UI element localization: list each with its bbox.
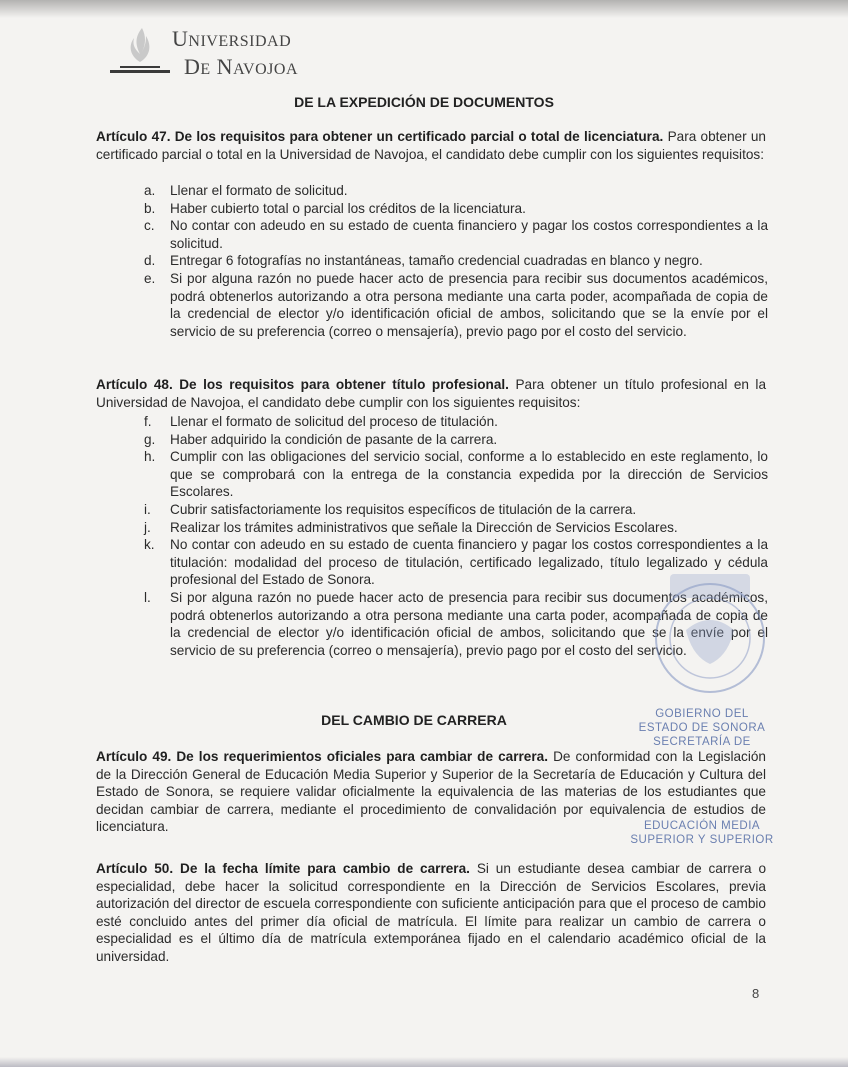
article-48-heading: Artículo 48. De los requisitos para obtener título profesional. <box>96 377 509 392</box>
article-50-heading: Artículo 50. De la fecha límite para cambio de carrera. <box>96 861 470 876</box>
page-number: 8 <box>752 986 760 1001</box>
list-item: b. Haber cubierto total o parcial los créditos de la licenciatura. <box>144 200 526 216</box>
list-item: a. Llenar el formato de solicitud. <box>144 183 348 198</box>
scan-shadow-top <box>0 0 848 18</box>
list-item: c. No contar con adeudo en su estado de cuenta financiero y pagar los costos correspondientes a la solicitud. <box>144 218 768 251</box>
list-item: h. Cumplir con las obligaciones del servicio social, conforme a lo establecido en este reglamento, lo que se comprobará con la entrega de la constancia expedida por la dirección de Servicios Escolares. <box>144 449 768 500</box>
article-47-intro <box>96 128 766 163</box>
list-item: i. Cubrir satisfactoriamente los requisitos específicos de titulación de la carrera. <box>144 501 637 517</box>
university-logo <box>96 18 316 78</box>
section-title-cambio-carrera: DEL CAMBIO DE CARRERA <box>321 712 507 728</box>
stamp-line-3: SECRETARÍA DE <box>653 736 751 748</box>
section-title-expedicion: DE LA EXPEDICIÓN DE DOCUMENTOS <box>294 94 554 110</box>
article-47-requirements-list <box>144 182 768 340</box>
article-48-requirements-list <box>144 413 768 659</box>
list-item: g. Haber adquirido la condición de pasante de la carrera. <box>144 431 498 447</box>
list-item: j. Realizar los trámites administrativos que señale la Dirección de Servicios Escolares. <box>144 519 678 535</box>
article-47-text: Para obtener un certificado parcial o total en la Universidad de Navojoa, el candidato debe cumplir con los siguientes requisitos: <box>96 129 766 162</box>
stamp-line-4: EDUCACIÓN MEDIA <box>643 820 761 832</box>
list-item: l. Si por alguna razón no puede hacer acto de presencia para recibir sus documentos académicos, podrá obtenerlos autorizando a otra persona mediante una carta poder, acompañada de copia de la credencial de elector y/o identificación oficial de ambos, solicitando que se la envíe por el servicio de su preferencia (correo o mensajería), previo pago por el costo del servicio. <box>144 589 768 658</box>
article-49-text: De conformidad con la Legislación de la Dirección General de Educación Media Superior y Superior de la Secretaría de Educación y Cultura del Estado de Sonora, se requiere validar oficialmente la equivalencia de las materias de los estudiantes que decidan cambiar de carrera, mediante el procedimiento de convalidación por equivalencia de estudios de licenciatura. <box>96 749 766 835</box>
scan-shadow-bottom <box>0 1057 848 1067</box>
logo-text-de-navojoa: DE NAVOJOA <box>184 54 298 79</box>
list-item: d. Entregar 6 fotografías no instantáneas, tamaño credencial cuadradas en blanco y negro. <box>144 253 703 269</box>
list-item: e. Si por alguna razón no puede hacer acto de presencia para recibir sus documentos académicos, podrá obtenerlos autorizando a otra persona mediante una carta poder, acompañada de copia de la credencial de elector y/o identificación oficial de ambos, solicitando que se la envíe por el servicio de su preferencia (correo o mensajería), previo pago por el costo del servicio. <box>144 270 768 339</box>
article-47-heading: Artículo 47. De los requisitos para obtener un certificado parcial o total de licenciatura. <box>96 129 664 144</box>
list-item: f. Llenar el formato de solicitud del proceso de titulación. <box>144 414 498 429</box>
logo-text-universidad: UNIVERSIDAD <box>172 26 292 51</box>
list-item: k. No contar con adeudo en su estado de cuenta financiero y pagar los costos correspondientes a la titulación: modalidad del proceso de titulación, certificado legalizado, título legalizado y cédula profesional del Estado de Sonora. <box>144 537 768 588</box>
article-49-heading: Artículo 49. De los requerimientos oficiales para cambiar de carrera. <box>96 749 548 764</box>
article-48-intro <box>96 376 766 411</box>
stamp-line-5: SUPERIOR Y SUPERIOR <box>630 834 774 846</box>
article-48-text: Para obtener un título profesional en la Universidad de Navojoa, el candidato debe cumplir con los siguientes requisitos: <box>96 377 767 410</box>
stamp-line-1: GOBIERNO DEL <box>655 708 749 720</box>
article-50-paragraph <box>96 860 766 966</box>
article-50-text: Si un estudiante desea cambiar de carrera o especialidad, debe hacer la solicitud correspondiente en la Dirección de Servicios Escolares, previa autorización del director de escuela correspondiente con suficiente anticipación para que el proceso de cambio esté concluido antes del primer día oficial de matrícula. El límite para realizar un cambio de carrera o especialidad es el último día de matrícula extemporánea fijado en el calendario académico oficial de la universidad. <box>96 861 767 964</box>
flame-logo-icon <box>110 24 170 80</box>
stamp-line-2: ESTADO DE SONORA <box>638 722 766 734</box>
